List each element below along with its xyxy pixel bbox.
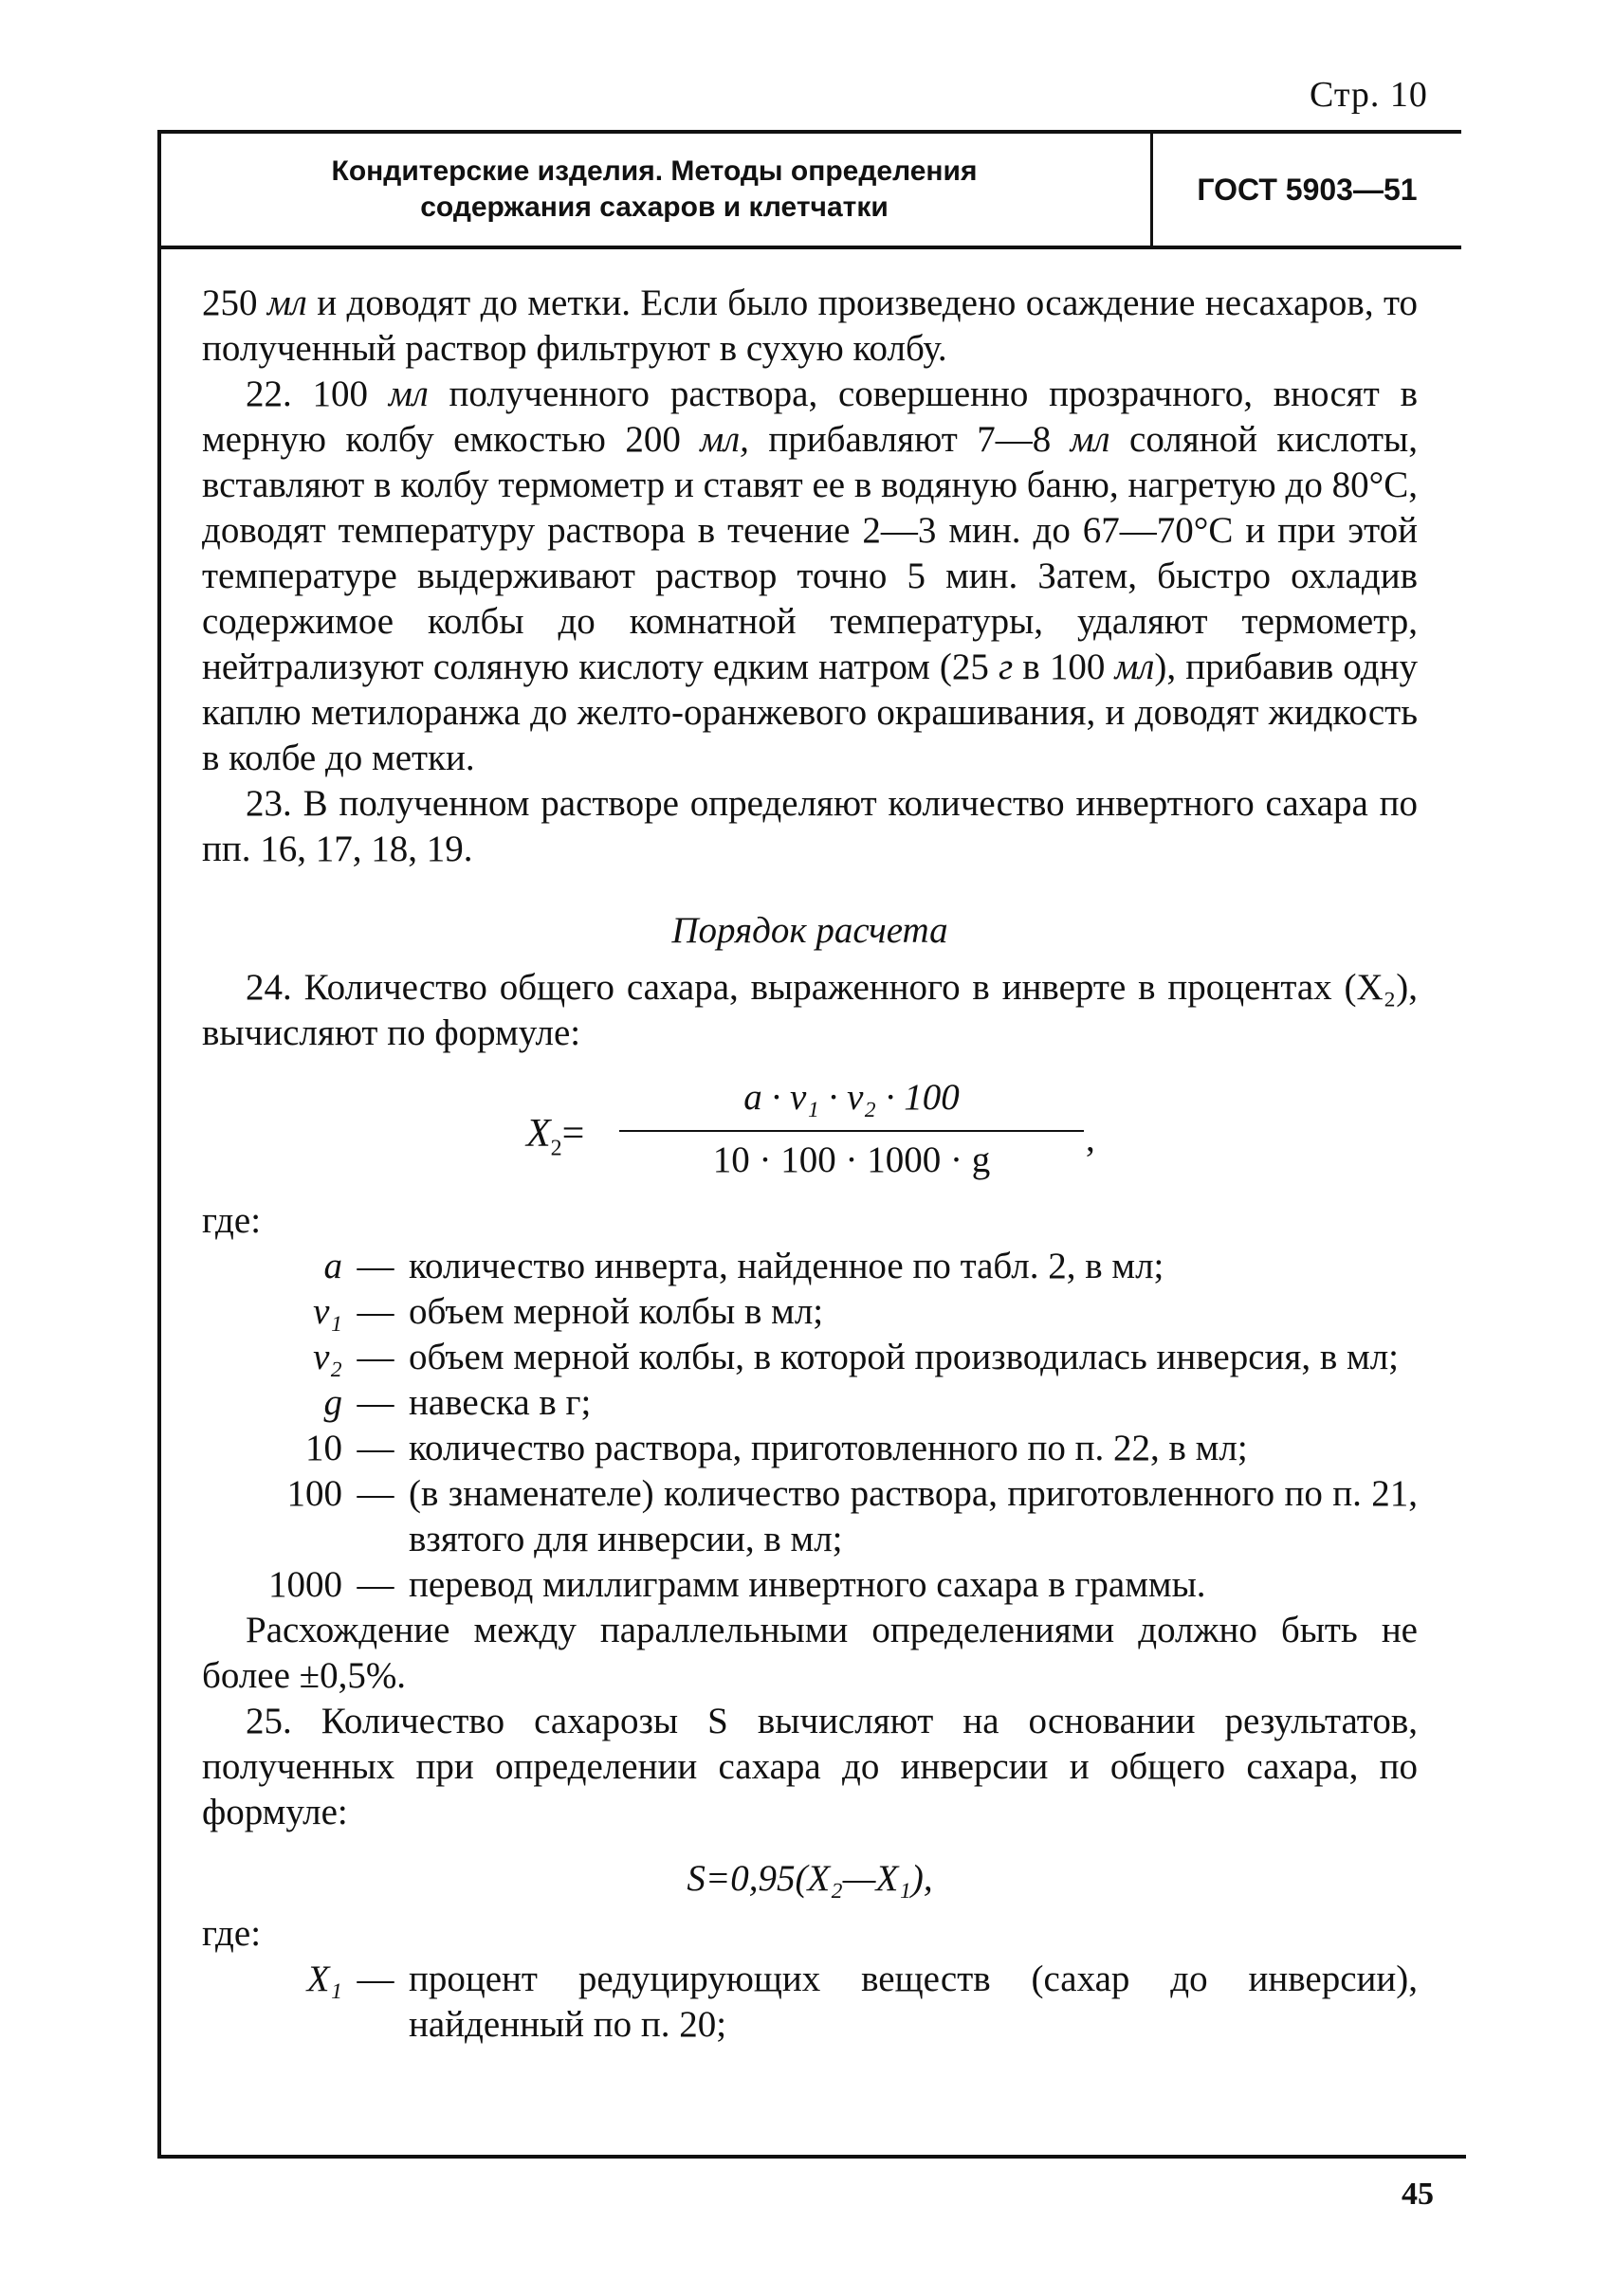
definition-item [202, 1562, 1418, 1608]
where-label-2: где: [202, 1913, 262, 1954]
paragraph-23: 23. В полученном растворе определяют количество инвертного сахара по пп. 16, 17, 18, 19. [202, 783, 1418, 869]
definition-item [202, 1380, 1418, 1426]
definition-dash: — [357, 1473, 394, 1514]
definition-item [202, 1471, 1418, 1562]
where-label: где: [202, 1200, 262, 1241]
formula-x2 [202, 1075, 1418, 1198]
definition-text: (в знаменателе) количество раствора, приготовленного по п. 21, взятого для инверсии, в мл; [409, 1473, 1418, 1559]
header-standard: ГОСТ 5903—51 [1197, 172, 1418, 207]
formula-lhs: $X_2=$ [526, 1112, 585, 1161]
definition-text: объем мерной колбы, в которой производилась инверсия, в мл; [409, 1337, 1399, 1377]
formula-comma: , [1086, 1119, 1095, 1159]
paragraph-24: 24. Количество общего сахара, выраженного в инверте в процентах (X₂), вычисляют по формуле: [202, 967, 1418, 1053]
definition-dash: — [357, 1246, 394, 1286]
definition-symbol: X₁ [306, 1959, 342, 1999]
section-heading: Порядок расчета [671, 910, 948, 951]
definition-symbol: v₂ [313, 1337, 342, 1377]
definitions-list-2 [202, 1957, 1418, 2048]
definition-text: количество раствора, приготовленного по п. 22, в мл; [409, 1428, 1248, 1468]
definitions-list-1 [202, 1244, 1418, 1608]
page-body [202, 281, 1418, 2048]
header-double-rule [161, 246, 1461, 248]
definition-dash: — [357, 1564, 394, 1605]
definition-symbol: 10 [305, 1428, 342, 1468]
definition-dash: — [357, 1428, 394, 1468]
definition-item [202, 1289, 1418, 1335]
definition-item [202, 1957, 1418, 2048]
formula-fraction-bar [619, 1130, 1084, 1132]
paragraph-divergence: Расхождение между параллельными определениями должно быть не более ±0,5%. [202, 1610, 1418, 1696]
definition-symbol: 1000 [268, 1564, 342, 1605]
definition-dash: — [357, 1382, 394, 1423]
paragraph-22: 22. 100 мл полученного раствора, совершенно прозрачного, вносят в мерную колбу емкостью 200 мл, прибавляют 7—8 мл соляной кислоты, вставляют в колбу термометр и ставят ее в водяную баню, нагретую до 80°С, доводят температуру раствора в течение 2—3 мин. до 67—70°С и при этой температуре выдерживают раствор точно 5 мин. Затем, быстро охладив содержимое колбы до комнатной температуры, удаляют термометр, нейтрализуют соляную кислоту едким натром (25 г в 100 мл), прибавив одну каплю метилоранжа до желто-оранжевого окрашивания, и доводят жидкость в колбе до метки. [202, 374, 1418, 778]
left-margin-rule [157, 130, 161, 2159]
definition-dash: — [357, 1959, 394, 1999]
document-header [161, 130, 1461, 249]
definition-item [202, 1335, 1418, 1380]
header-title-line1: Кондитерские изделия. Методы определения [331, 155, 978, 187]
definition-symbol: v₁ [313, 1291, 342, 1332]
formula-denominator: 10 · 100 · 1000 · g [712, 1139, 991, 1180]
definition-dash: — [357, 1291, 394, 1332]
paragraph-25: 25. Количество сахарозы S вычисляют на основании результатов, полученных при определении сахара до инверсии и общего сахара, по формуле: [202, 1701, 1418, 1832]
paragraph-continued: 250 мл и доводят до метки. Если было произведено осаждение несахаров, то полученный раствор фильтруют в сухую колбу. [202, 282, 1419, 369]
footer-page-number: 45 [1402, 2177, 1434, 2212]
definition-text: процент редуцирующих веществ (сахар до инверсии), найденный по п. 20; [409, 1959, 1418, 2045]
definition-symbol: g [323, 1382, 342, 1423]
formula-numerator: a · v₁ · v₂ · 100 [743, 1077, 960, 1118]
formula-sucrose: S=0,95(X₂—X₁), [687, 1858, 933, 1899]
definition-text: количество инверта, найденное по табл. 2, в мл; [409, 1246, 1164, 1286]
definition-text: навеска в г; [409, 1382, 592, 1423]
header-title [161, 134, 1147, 246]
definition-symbol: 100 [286, 1473, 342, 1514]
definition-text: перевод миллиграмм инвертного сахара в граммы. [409, 1564, 1206, 1605]
definition-dash: — [357, 1337, 394, 1377]
definition-item [202, 1426, 1418, 1471]
definition-text: объем мерной колбы в мл; [409, 1291, 824, 1332]
page-label: Стр. 10 [1310, 75, 1428, 115]
bottom-rule [157, 2155, 1466, 2159]
header-title-line2: содержания сахаров и клетчатки [420, 191, 889, 223]
definition-item [202, 1244, 1418, 1289]
definition-symbol: a [323, 1246, 342, 1286]
